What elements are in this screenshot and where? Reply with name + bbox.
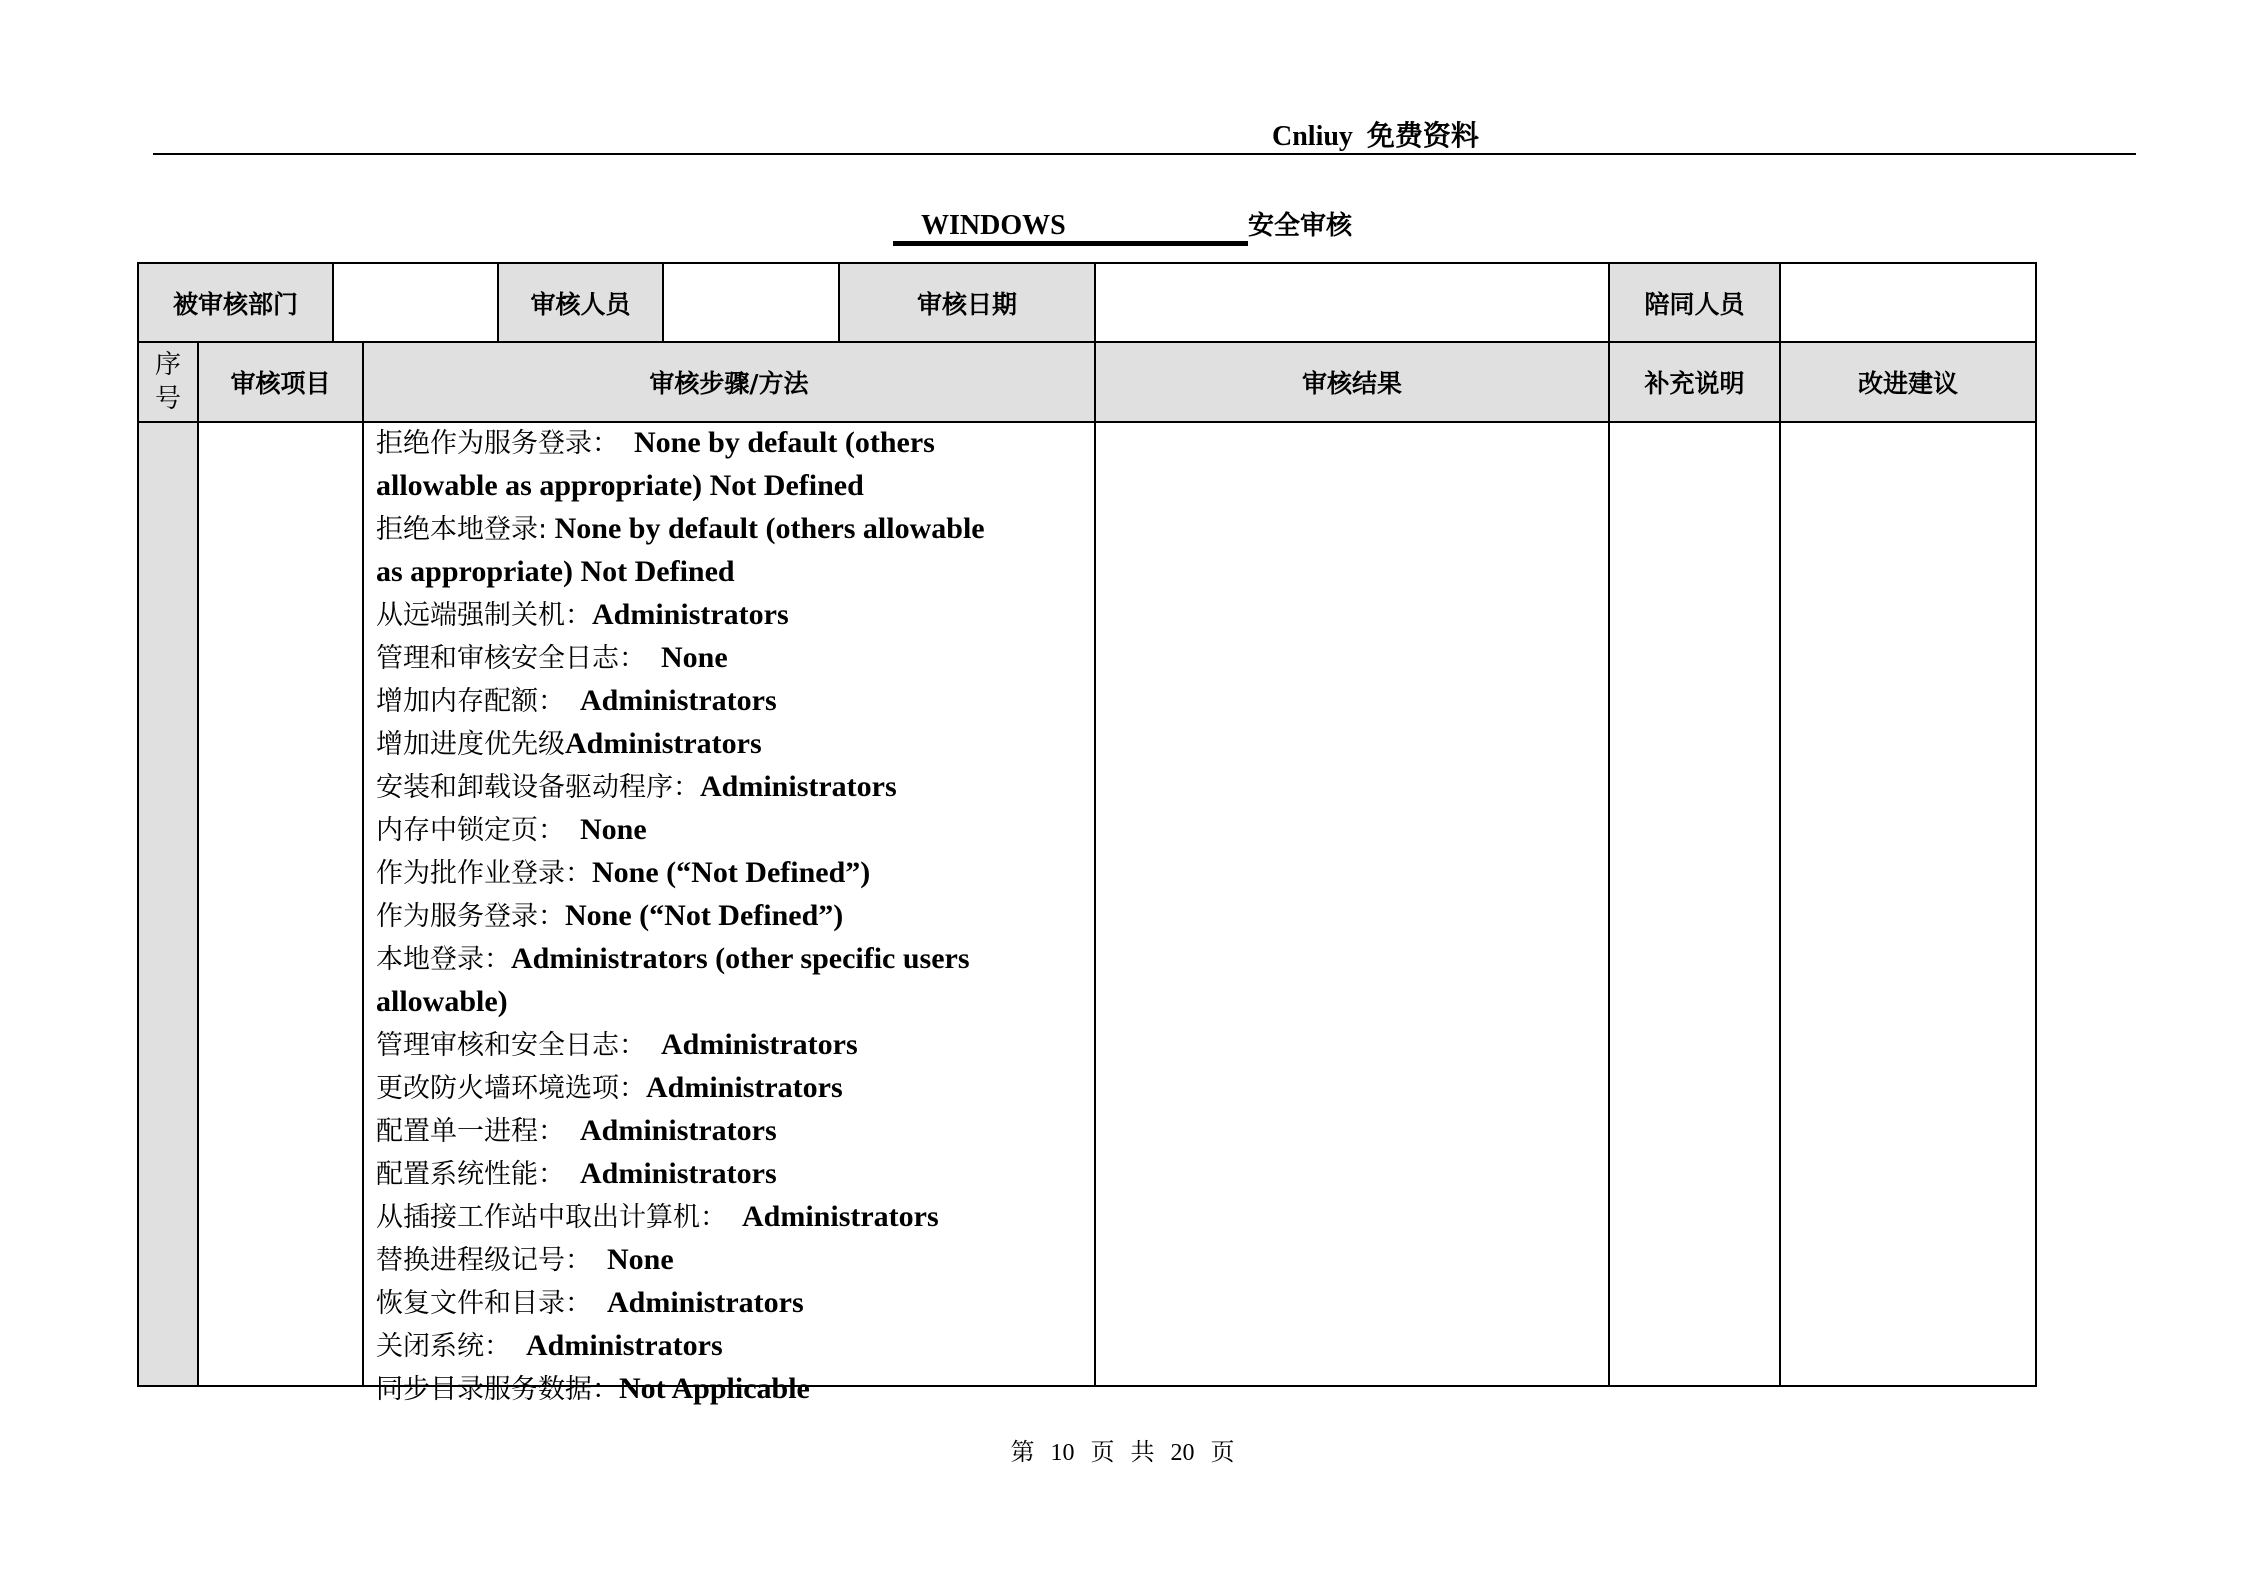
column-header-result: 审核结果	[1094, 341, 1610, 423]
step-line: 管理和审核安全日志： None	[376, 641, 728, 674]
step-line: 同步目录服务数据：Not Applicable	[376, 1372, 810, 1405]
step-line: 更改防火墙环境选项：Administrators	[376, 1071, 843, 1104]
row-seq-cell	[137, 421, 199, 1387]
step-line: 安装和卸载设备驱动程序：Administrators	[376, 770, 897, 803]
page-number: 第 10 页 共 20 页	[1010, 1440, 1235, 1466]
date-value-field[interactable]	[1094, 262, 1610, 343]
header-divider	[153, 153, 2136, 155]
seq-header-top: 序	[154, 350, 181, 380]
step-line: allowable as appropriate) Not Defined	[376, 469, 864, 502]
step-line: 内存中锁定页： None	[376, 813, 647, 846]
column-header-suggestions: 改进建议	[1779, 341, 2037, 423]
step-line: 拒绝本地登录: None by default (others allowable	[376, 512, 985, 545]
step-line: 从远端强制关机：Administrators	[376, 598, 789, 631]
step-line: 增加内存配额： Administrators	[376, 684, 777, 717]
step-line: 增加进度优先级Administrators	[376, 727, 762, 760]
step-line: 拒绝作为服务登录： None by default (others	[376, 426, 935, 459]
step-line: allowable)	[376, 985, 508, 1018]
auditor-label: 审核人员	[497, 262, 664, 343]
title-underlined: WINDOWS	[893, 211, 1248, 246]
step-line: 配置单一进程： Administrators	[376, 1114, 777, 1147]
row-result-cell[interactable]	[1094, 421, 1610, 1387]
row-suggestions-cell[interactable]	[1779, 421, 2037, 1387]
step-line: as appropriate) Not Defined	[376, 555, 735, 588]
step-line: 作为批作业登录：None (“Not Defined”)	[376, 856, 871, 889]
column-header-notes: 补充说明	[1608, 341, 1781, 423]
title-suffix: 安全审核	[1247, 211, 1352, 241]
auditor-value-field[interactable]	[662, 262, 840, 343]
step-line: 从插接工作站中取出计算机： Administrators	[376, 1200, 939, 1233]
step-line: 管理审核和安全日志： Administrators	[376, 1028, 858, 1061]
seq-header-bottom: 号	[154, 384, 181, 414]
row-notes-cell[interactable]	[1608, 421, 1781, 1387]
step-line: 恢复文件和目录： Administrators	[376, 1286, 804, 1319]
companion-label: 陪同人员	[1608, 262, 1781, 343]
header-brand: Cnliuy 免费资料	[1272, 121, 1479, 152]
step-line: 关闭系统： Administrators	[376, 1329, 723, 1362]
column-header-item: 审核项目	[197, 341, 364, 423]
date-label: 审核日期	[838, 262, 1096, 343]
column-header-steps: 审核步骤/方法	[362, 341, 1096, 423]
audit-steps-list	[376, 422, 1081, 1411]
column-header-seq	[137, 341, 199, 423]
companion-value-field[interactable]	[1779, 262, 2037, 343]
page-title	[0, 205, 2245, 246]
dept-label: 被审核部门	[137, 262, 334, 343]
step-line: 作为服务登录：None (“Not Defined”)	[376, 899, 844, 932]
step-line: 替换进程级记号： None	[376, 1243, 674, 1276]
row-item-cell	[197, 421, 364, 1387]
step-line: 本地登录：Administrators (other specific users	[376, 942, 970, 975]
dept-value-field[interactable]	[332, 262, 499, 343]
step-line: 配置系统性能： Administrators	[376, 1157, 777, 1190]
